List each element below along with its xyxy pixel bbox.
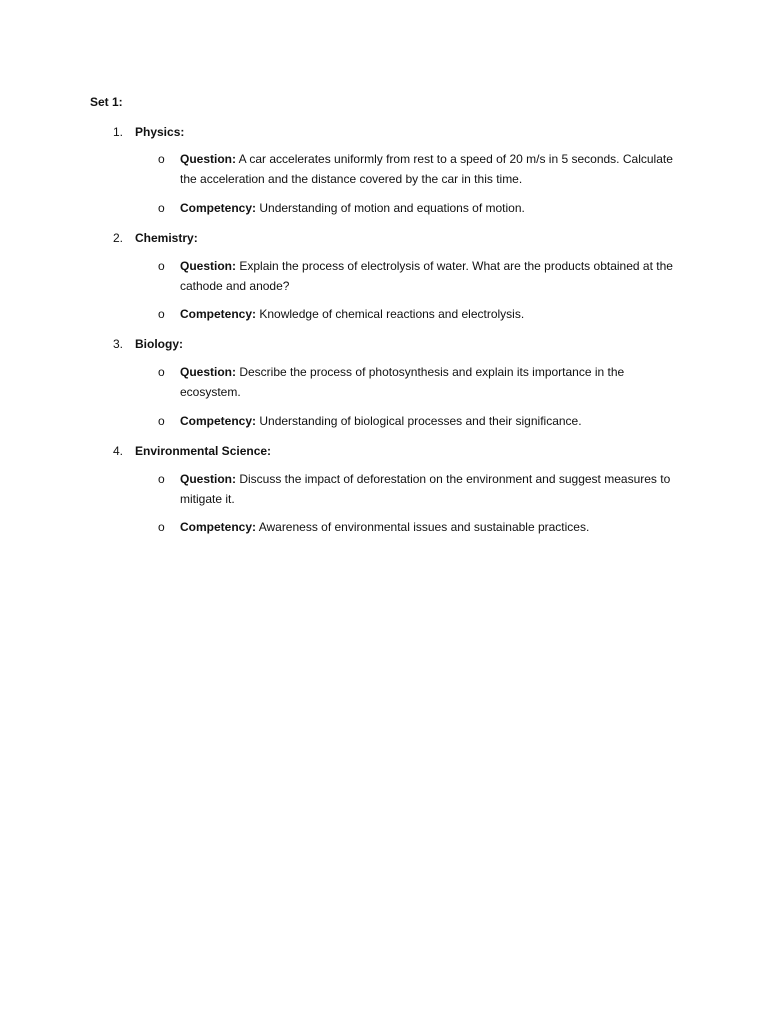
bullet-marker: o [158, 307, 165, 321]
question-text [180, 363, 680, 402]
subject-number: 4. [113, 444, 124, 458]
competency-label: Competency: [180, 520, 257, 534]
question-label: Question: [180, 472, 236, 486]
subject-name: Physics: [135, 125, 185, 139]
subject-name: Biology: [135, 337, 183, 351]
subject-number: 1. [113, 125, 124, 139]
bullet-marker: o [158, 365, 165, 379]
question-body: Describe the process of photosynthesis and explain its importance in the ecosystem. [180, 365, 625, 399]
competency-label: Competency: [180, 414, 257, 428]
question-label: Question: [180, 365, 236, 379]
bullet-marker: o [158, 520, 165, 534]
subject-item-physics [0, 124, 768, 140]
subject-number: 2. [113, 231, 124, 245]
competency-text [180, 518, 680, 538]
question-body: Explain the process of electrolysis of water. What are the products obtained at the cathode and anode? [180, 259, 673, 293]
competency-body: Understanding of biological processes and their significance. [259, 414, 582, 428]
subject-item-biology [0, 336, 768, 352]
competency-text [180, 199, 680, 219]
subject-item-environmental-science [0, 443, 768, 459]
question-body: Discuss the impact of deforestation on the environment and suggest measures to mitigate it. [180, 472, 671, 506]
set-title: Set 1: [90, 95, 123, 109]
subject-number: 3. [113, 337, 124, 351]
question-label: Question: [180, 152, 236, 166]
question-label: Question: [180, 259, 236, 273]
question-text [180, 257, 680, 296]
competency-label: Competency: [180, 307, 257, 321]
subject-name: Chemistry: [135, 231, 198, 245]
bullet-marker: o [158, 259, 165, 273]
competency-text [180, 305, 680, 325]
competency-body: Knowledge of chemical reactions and electrolysis. [259, 307, 525, 321]
bullet-marker: o [158, 201, 165, 215]
bullet-marker: o [158, 152, 165, 166]
question-text [180, 470, 680, 509]
question-body: A car accelerates uniformly from rest to a speed of 20 m/s in 5 seconds. Calculate the acceleration and the distance covered by the car in this time. [180, 152, 673, 186]
competency-label: Competency: [180, 201, 257, 215]
subject-item-chemistry [0, 230, 768, 246]
bullet-marker: o [158, 472, 165, 486]
competency-body: Understanding of motion and equations of motion. [259, 201, 525, 215]
bullet-marker: o [158, 414, 165, 428]
competency-text [180, 412, 680, 432]
question-text [180, 150, 680, 189]
competency-body: Awareness of environmental issues and sustainable practices. [258, 520, 590, 534]
subject-name: Environmental Science: [135, 444, 272, 458]
